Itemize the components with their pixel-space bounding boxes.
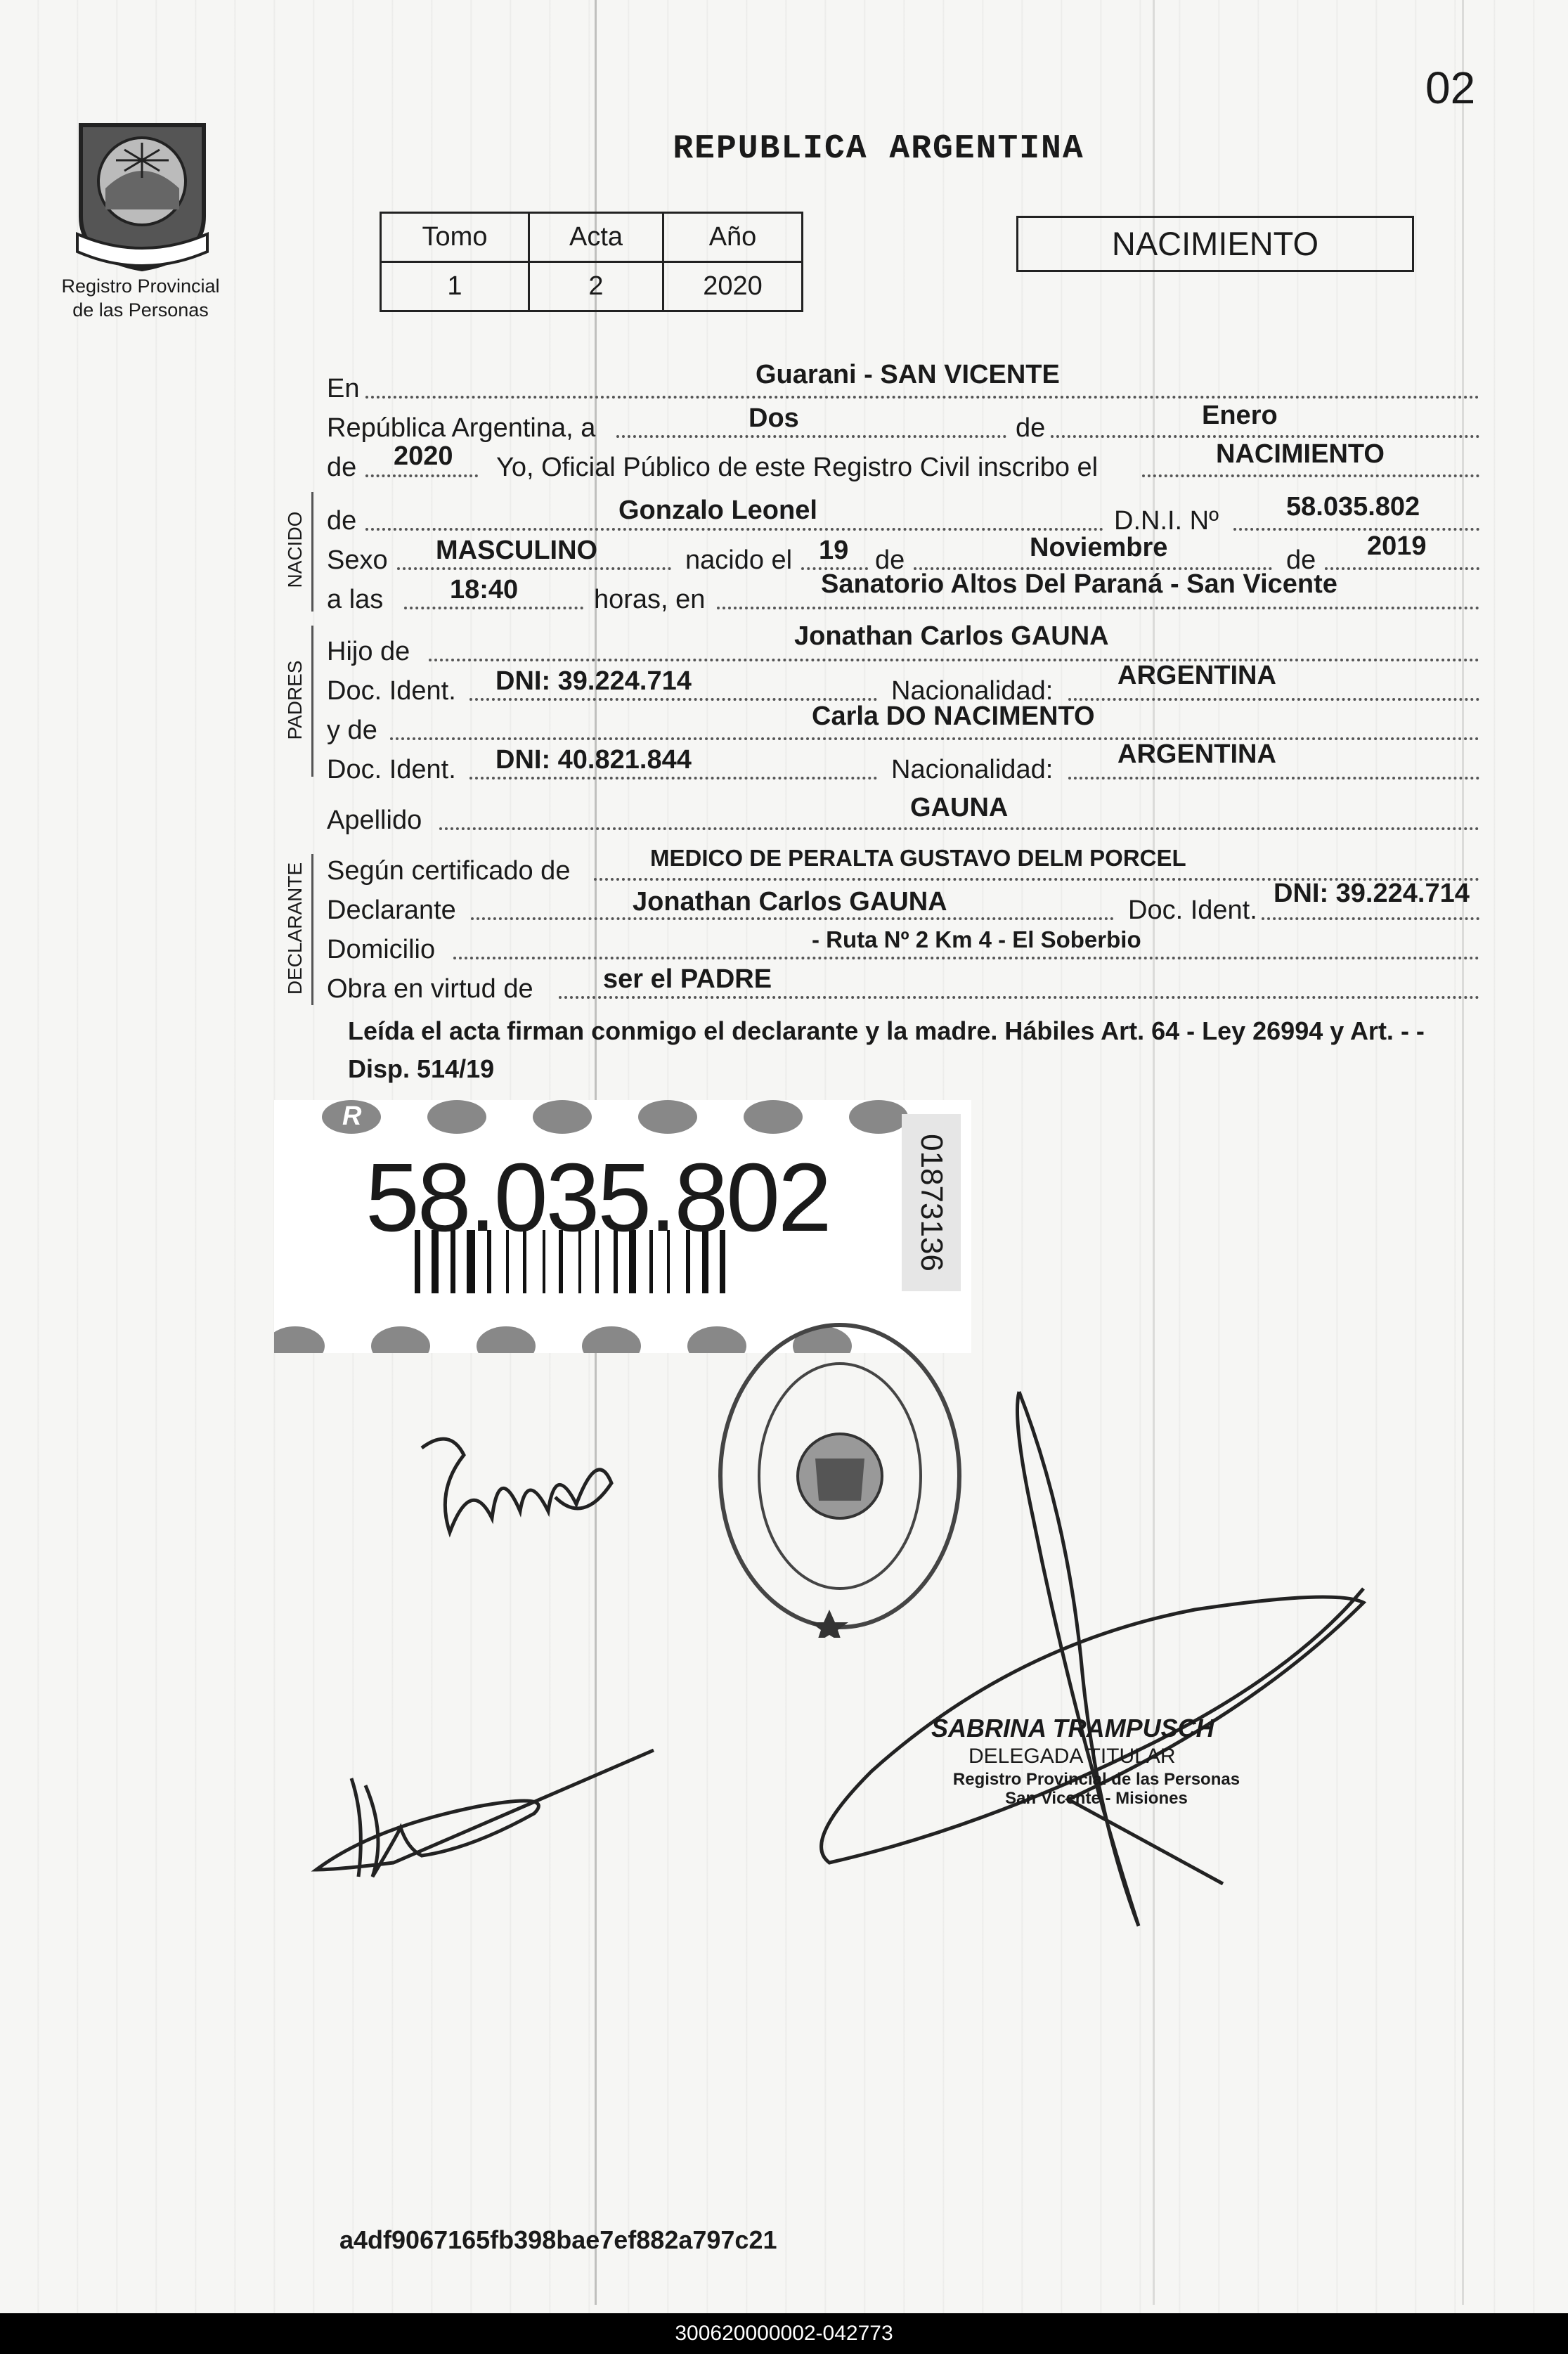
de-label: de bbox=[1016, 413, 1046, 443]
father-name-value: Jonathan Carlos GAUNA bbox=[794, 621, 1109, 651]
record-table bbox=[380, 212, 803, 312]
dni-label: D.N.I. Nº bbox=[1114, 506, 1219, 536]
obra-label: Obra en virtud de bbox=[327, 974, 533, 1004]
doc-ident-label: Doc. Ident. bbox=[327, 676, 456, 706]
legal-note: Leída el acta firman conmigo el declarante y la madre. Hábiles Art. 64 - Ley 26994 y Art. - - Disp. 514/19 bbox=[348, 1016, 1425, 1083]
footer-code: 300620000002-042773 bbox=[675, 2322, 893, 2345]
birth-day-value: 19 bbox=[819, 536, 849, 565]
hour-value: 18:40 bbox=[450, 575, 519, 604]
dotted-line bbox=[429, 659, 1479, 661]
de-label: de bbox=[1286, 545, 1316, 575]
hijo-de-label: Hijo de bbox=[327, 637, 410, 666]
value-ano: 2020 bbox=[663, 262, 803, 311]
pattern-letter: R bbox=[342, 1101, 362, 1131]
nacido-section-label: NACIDO bbox=[284, 511, 306, 588]
dotted-line bbox=[365, 528, 1103, 531]
de-label: de bbox=[327, 453, 357, 482]
de-label: de bbox=[327, 506, 357, 536]
father-doc-value: DNI: 39.224.714 bbox=[495, 666, 692, 696]
registry-line: Registro Provincial de las Personas bbox=[952, 1770, 1240, 1789]
certificado-value: MEDICO DE PERALTA GUSTAVO DELM PORCEL bbox=[650, 845, 1186, 871]
footer-bar bbox=[0, 2313, 1568, 2354]
child-dni-value: 58.035.802 bbox=[1286, 492, 1420, 522]
oficial-text: Yo, Oficial Público de este Registro Civil inscribo el bbox=[496, 453, 1099, 482]
dotted-line bbox=[397, 567, 671, 570]
de-label: de bbox=[875, 545, 905, 575]
sexo-label: Sexo bbox=[327, 545, 388, 575]
dotted-line bbox=[469, 777, 877, 780]
dotted-line bbox=[616, 435, 1006, 438]
day-value: Dos bbox=[749, 403, 799, 433]
document-hash: a4df9067165fb398bae7ef882a797c21 bbox=[339, 2225, 777, 2254]
obra-value: ser el PADRE bbox=[603, 964, 772, 994]
sexo-value: MASCULINO bbox=[436, 536, 598, 565]
dotted-line bbox=[469, 698, 877, 701]
caption-line: Registro Provincial bbox=[61, 276, 220, 297]
dotted-line bbox=[390, 737, 1479, 740]
section-bar bbox=[311, 626, 313, 777]
declarante-value: Jonathan Carlos GAUNA bbox=[633, 887, 947, 917]
dotted-line bbox=[1325, 567, 1479, 570]
dotted-line bbox=[1068, 777, 1479, 780]
sticker-serial-box bbox=[902, 1114, 961, 1291]
a-las-label: a las bbox=[327, 585, 384, 614]
dotted-line bbox=[717, 607, 1479, 609]
signatory-registry bbox=[928, 1770, 1265, 1808]
header-acta: Acta bbox=[529, 213, 663, 262]
value-tomo: 1 bbox=[381, 262, 529, 311]
caption-line: de las Personas bbox=[72, 299, 209, 321]
child-name-value: Gonzalo Leonel bbox=[618, 496, 817, 525]
dotted-line bbox=[1051, 435, 1479, 438]
dotted-line bbox=[1142, 474, 1479, 477]
sticker-dni-number: 58.035.802 bbox=[365, 1144, 830, 1252]
signatory-name: SABRINA TRAMPUSCH bbox=[931, 1714, 1214, 1742]
birth-place-value: Sanatorio Altos Del Paraná - San Vicente bbox=[821, 569, 1337, 599]
sticker-serial: 01873136 bbox=[914, 1134, 949, 1272]
domicilio-label: Domicilio bbox=[327, 935, 436, 964]
domicilio-value: - Ruta Nº 2 Km 4 - El Soberbio bbox=[812, 926, 1141, 952]
dotted-line bbox=[1068, 698, 1479, 701]
nacionalidad-label: Nacionalidad: bbox=[891, 676, 1054, 706]
republica-label: República Argentina, a bbox=[327, 413, 596, 443]
dotted-line bbox=[404, 607, 583, 609]
certificado-label: Según certificado de bbox=[327, 856, 571, 886]
registry-caption bbox=[42, 274, 239, 322]
handwritten-signature bbox=[801, 1378, 1406, 1961]
inscribe-value: NACIMIENTO bbox=[1216, 439, 1385, 469]
apellido-value: GAUNA bbox=[910, 793, 1009, 822]
location-line: San Vicente - Misiones bbox=[1005, 1789, 1188, 1808]
dotted-line bbox=[365, 474, 478, 477]
mother-name-value: Carla DO NACIMENTO bbox=[812, 701, 1095, 731]
padres-section-label: PADRES bbox=[284, 660, 306, 740]
header-ano: Año bbox=[663, 213, 803, 262]
dotted-line bbox=[1262, 917, 1479, 920]
father-nationality-value: ARGENTINA bbox=[1117, 661, 1276, 690]
handwritten-signature bbox=[408, 1420, 640, 1560]
dotted-line bbox=[453, 957, 1479, 959]
declarante-label: Declarante bbox=[327, 895, 456, 925]
dotted-line bbox=[365, 396, 1479, 399]
mother-nationality-value: ARGENTINA bbox=[1117, 739, 1276, 769]
dotted-line bbox=[471, 917, 1114, 920]
dotted-line bbox=[1233, 528, 1479, 531]
month-value: Enero bbox=[1202, 401, 1278, 430]
declarante-doc-value: DNI: 39.224.714 bbox=[1274, 879, 1470, 908]
signatory-role: DELEGADA TITULAR bbox=[968, 1745, 1176, 1768]
dotted-line bbox=[559, 996, 1479, 999]
handwritten-signature bbox=[302, 1736, 668, 1898]
scan-line bbox=[1462, 0, 1464, 2305]
y-de-label: y de bbox=[327, 716, 377, 745]
birth-month-value: Noviembre bbox=[1030, 533, 1168, 562]
section-bar bbox=[311, 854, 313, 1005]
mother-doc-value: DNI: 40.821.844 bbox=[495, 745, 692, 775]
value-acta: 2 bbox=[529, 262, 663, 311]
year-value: 2020 bbox=[394, 441, 453, 471]
declarante-section-label: DECLARANTE bbox=[284, 862, 306, 995]
document-title: REPUBLICA ARGENTINA bbox=[673, 130, 1084, 168]
doc-ident-label: Doc. Ident. bbox=[327, 755, 456, 784]
page-number: 02 bbox=[1425, 63, 1476, 113]
horas-en-label: horas, en bbox=[594, 585, 706, 614]
place-value: Guarani - SAN VICENTE bbox=[756, 360, 1060, 389]
nacionalidad-label: Nacionalidad: bbox=[891, 755, 1054, 784]
doc-ident-label: Doc. Ident. bbox=[1128, 895, 1257, 925]
section-bar bbox=[311, 492, 313, 612]
birth-year-value: 2019 bbox=[1367, 531, 1427, 561]
en-label: En bbox=[327, 374, 360, 403]
header-tomo: Tomo bbox=[381, 213, 529, 262]
dotted-line bbox=[439, 827, 1479, 830]
apellido-label: Apellido bbox=[327, 806, 422, 835]
nacido-el-label: nacido el bbox=[685, 545, 793, 575]
document-type-box: NACIMIENTO bbox=[1016, 216, 1414, 272]
